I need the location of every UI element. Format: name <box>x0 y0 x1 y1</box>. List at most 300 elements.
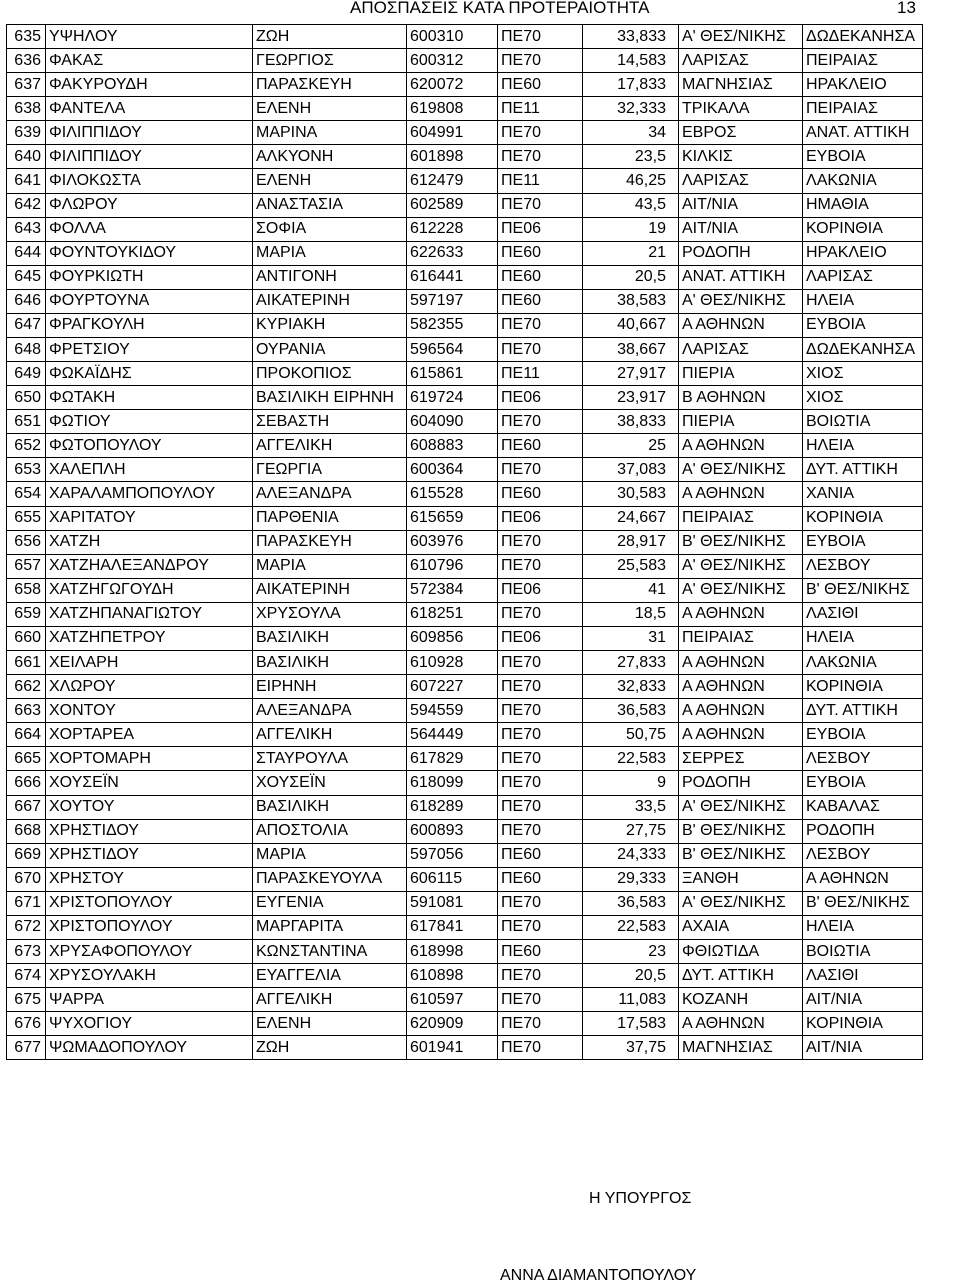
cell-score: 17,583 <box>583 1012 679 1036</box>
cell-surname: ΧΡΗΣΤΙΔΟΥ <box>46 843 253 867</box>
cell-origin-area: Α' ΘΕΣ/ΝΙΚΗΣ <box>679 891 803 915</box>
cell-row-number: 671 <box>7 891 46 915</box>
cell-surname: ΧΟΡΤΟΜΑΡΗ <box>46 747 253 771</box>
cell-row-number: 663 <box>7 699 46 723</box>
cell-score: 9 <box>583 771 679 795</box>
cell-destination-area: ΔΥΤ. ΑΤΤΙΚΗ <box>803 458 923 482</box>
cell-score: 24,667 <box>583 506 679 530</box>
cell-score: 25,583 <box>583 554 679 578</box>
table-row <box>7 434 923 458</box>
cell-row-number: 677 <box>7 1036 46 1060</box>
cell-destination-area: ΕΥΒΟΙΑ <box>803 313 923 337</box>
cell-destination-area: ΑΙΤ/ΝΙΑ <box>803 988 923 1012</box>
cell-score: 38,667 <box>583 338 679 362</box>
cell-registry-number: 600364 <box>407 458 498 482</box>
cell-registry-number: 608883 <box>407 434 498 458</box>
cell-first-name: ΠΑΡΑΣΚΕΥΗ <box>253 73 407 97</box>
cell-specialty: ΠΕ60 <box>498 434 583 458</box>
signature-name: ΑΝΝΑ ΔΙΑΜΑΝΤΟΠΟΥΛΟΥ <box>500 1267 697 1284</box>
cell-specialty: ΠΕ70 <box>498 554 583 578</box>
cell-specialty: ΠΕ70 <box>498 313 583 337</box>
cell-row-number: 652 <box>7 434 46 458</box>
cell-specialty: ΠΕ70 <box>498 193 583 217</box>
cell-destination-area: ΠΕΙΡΑΙΑΣ <box>803 49 923 73</box>
cell-registry-number: 609856 <box>407 626 498 650</box>
cell-registry-number: 572384 <box>407 578 498 602</box>
cell-specialty: ΠΕ60 <box>498 241 583 265</box>
cell-destination-area: ΚΟΡΙΝΘΙΑ <box>803 506 923 530</box>
cell-score: 22,583 <box>583 747 679 771</box>
cell-first-name: ΜΑΡΙΑ <box>253 843 407 867</box>
cell-registry-number: 600893 <box>407 819 498 843</box>
cell-surname: ΧΡΥΣΟΥΛΑΚΗ <box>46 964 253 988</box>
cell-registry-number: 615659 <box>407 506 498 530</box>
cell-specialty: ΠΕ06 <box>498 626 583 650</box>
cell-first-name: ΑΓΓΕΛΙΚΗ <box>253 988 407 1012</box>
table-body <box>7 25 923 1060</box>
cell-first-name: ΑΓΓΕΛΙΚΗ <box>253 723 407 747</box>
cell-origin-area: Β ΑΘΗΝΩΝ <box>679 386 803 410</box>
cell-origin-area: ΛΑΡΙΣΑΣ <box>679 338 803 362</box>
table-row <box>7 699 923 723</box>
cell-row-number: 673 <box>7 939 46 963</box>
cell-row-number: 643 <box>7 217 46 241</box>
table-row <box>7 506 923 530</box>
cell-destination-area: ΗΡΑΚΛΕΙΟ <box>803 241 923 265</box>
cell-origin-area: ΡΟΔΟΠΗ <box>679 241 803 265</box>
cell-destination-area: ΛΑΚΩΝΙΑ <box>803 169 923 193</box>
cell-surname: ΦΙΛΟΚΩΣΤΑ <box>46 169 253 193</box>
cell-surname: ΧΡΗΣΤΟΥ <box>46 867 253 891</box>
cell-destination-area: ΑΙΤ/ΝΙΑ <box>803 1036 923 1060</box>
table-row <box>7 482 923 506</box>
cell-origin-area: Α ΑΘΗΝΩΝ <box>679 482 803 506</box>
cell-destination-area: ΗΛΕΙΑ <box>803 915 923 939</box>
table-row <box>7 145 923 169</box>
cell-specialty: ΠΕ60 <box>498 843 583 867</box>
cell-destination-area: ΒΟΙΩΤΙΑ <box>803 939 923 963</box>
cell-origin-area: Α ΑΘΗΝΩΝ <box>679 675 803 699</box>
cell-origin-area: ΛΑΡΙΣΑΣ <box>679 169 803 193</box>
cell-destination-area: ΗΜΑΘΙΑ <box>803 193 923 217</box>
cell-row-number: 641 <box>7 169 46 193</box>
table-row <box>7 458 923 482</box>
cell-specialty: ΠΕ70 <box>498 338 583 362</box>
table-row <box>7 867 923 891</box>
cell-surname: ΧΑΤΖΗΓΩΓΟΥΔΗ <box>46 578 253 602</box>
cell-registry-number: 604991 <box>407 121 498 145</box>
cell-origin-area: ΑΙΤ/ΝΙΑ <box>679 193 803 217</box>
cell-score: 29,333 <box>583 867 679 891</box>
cell-origin-area: Α' ΘΕΣ/ΝΙΚΗΣ <box>679 554 803 578</box>
cell-score: 24,333 <box>583 843 679 867</box>
cell-origin-area: Α' ΘΕΣ/ΝΙΚΗΣ <box>679 25 803 49</box>
page-number: 13 <box>897 0 916 17</box>
cell-registry-number: 597056 <box>407 843 498 867</box>
cell-origin-area: ΑΙΤ/ΝΙΑ <box>679 217 803 241</box>
cell-score: 20,5 <box>583 964 679 988</box>
cell-row-number: 657 <box>7 554 46 578</box>
cell-origin-area: ΦΘΙΩΤΙΔΑ <box>679 939 803 963</box>
cell-origin-area: Β' ΘΕΣ/ΝΙΚΗΣ <box>679 843 803 867</box>
cell-specialty: ΠΕ70 <box>498 964 583 988</box>
cell-row-number: 659 <box>7 602 46 626</box>
cell-origin-area: Β' ΘΕΣ/ΝΙΚΗΣ <box>679 819 803 843</box>
cell-destination-area: ΧΑΝΙΑ <box>803 482 923 506</box>
cell-row-number: 660 <box>7 626 46 650</box>
cell-origin-area: ΚΟΖΑΝΗ <box>679 988 803 1012</box>
cell-first-name: ΒΑΣΙΛΙΚΗ ΕΙΡΗΝΗ <box>253 386 407 410</box>
cell-surname: ΥΨΗΛΟΥ <box>46 25 253 49</box>
table-row <box>7 265 923 289</box>
cell-surname: ΦΛΩΡΟΥ <box>46 193 253 217</box>
cell-score: 36,583 <box>583 891 679 915</box>
cell-registry-number: 616441 <box>407 265 498 289</box>
cell-surname: ΧΑΡΑΛΑΜΠΟΠΟΥΛΟΥ <box>46 482 253 506</box>
table-row <box>7 747 923 771</box>
cell-specialty: ΠΕ70 <box>498 1012 583 1036</box>
cell-first-name: ΓΕΩΡΓΙΑ <box>253 458 407 482</box>
cell-score: 36,583 <box>583 699 679 723</box>
cell-surname: ΨΩΜΑΔΟΠΟΥΛΟΥ <box>46 1036 253 1060</box>
cell-destination-area: ΕΥΒΟΙΑ <box>803 530 923 554</box>
cell-score: 20,5 <box>583 265 679 289</box>
cell-registry-number: 600310 <box>407 25 498 49</box>
cell-destination-area: ΕΥΒΟΙΑ <box>803 771 923 795</box>
cell-row-number: 658 <box>7 578 46 602</box>
cell-registry-number: 603976 <box>407 530 498 554</box>
cell-registry-number: 602589 <box>407 193 498 217</box>
cell-origin-area: Α' ΘΕΣ/ΝΙΚΗΣ <box>679 458 803 482</box>
cell-destination-area: ΧΙΟΣ <box>803 362 923 386</box>
cell-first-name: ΖΩΗ <box>253 25 407 49</box>
cell-surname: ΨΑΡΡΑ <box>46 988 253 1012</box>
cell-surname: ΧΟΥΤΟΥ <box>46 795 253 819</box>
cell-specialty: ΠΕ70 <box>498 25 583 49</box>
cell-registry-number: 612228 <box>407 217 498 241</box>
cell-score: 25 <box>583 434 679 458</box>
cell-specialty: ΠΕ70 <box>498 891 583 915</box>
cell-score: 27,833 <box>583 651 679 675</box>
cell-origin-area: ΑΝΑΤ. ΑΤΤΙΚΗ <box>679 265 803 289</box>
cell-specialty: ΠΕ70 <box>498 771 583 795</box>
cell-row-number: 669 <box>7 843 46 867</box>
cell-origin-area: Α' ΘΕΣ/ΝΙΚΗΣ <box>679 795 803 819</box>
cell-first-name: ΜΑΡΙΑ <box>253 241 407 265</box>
cell-first-name: ΠΑΡΑΣΚΕΥΗ <box>253 530 407 554</box>
cell-surname: ΧΑΤΖΗΑΛΕΞΑΝΔΡΟΥ <box>46 554 253 578</box>
cell-row-number: 635 <box>7 25 46 49</box>
cell-first-name: ΕΛΕΝΗ <box>253 169 407 193</box>
cell-specialty: ΠΕ06 <box>498 386 583 410</box>
cell-registry-number: 619724 <box>407 386 498 410</box>
table-row <box>7 1036 923 1060</box>
cell-destination-area: ΔΩΔΕΚΑΝΗΣΑ <box>803 25 923 49</box>
cell-destination-area: ΔΩΔΕΚΑΝΗΣΑ <box>803 338 923 362</box>
cell-first-name: ΠΑΡΑΣΚΕΥΟΥΛΑ <box>253 867 407 891</box>
cell-surname: ΧΡΗΣΤΙΔΟΥ <box>46 819 253 843</box>
cell-row-number: 665 <box>7 747 46 771</box>
cell-destination-area: ΛΕΣΒΟΥ <box>803 843 923 867</box>
cell-registry-number: 597197 <box>407 289 498 313</box>
cell-surname: ΦΙΛΙΠΠΙΔΟΥ <box>46 145 253 169</box>
cell-surname: ΧΟΥΣΕΪΝ <box>46 771 253 795</box>
cell-origin-area: ΛΑΡΙΣΑΣ <box>679 49 803 73</box>
cell-origin-area: Α ΑΘΗΝΩΝ <box>679 434 803 458</box>
cell-score: 37,75 <box>583 1036 679 1060</box>
cell-specialty: ΠΕ70 <box>498 458 583 482</box>
cell-specialty: ΠΕ70 <box>498 915 583 939</box>
cell-first-name: ΑΝΑΣΤΑΣΙΑ <box>253 193 407 217</box>
cell-row-number: 636 <box>7 49 46 73</box>
cell-row-number: 670 <box>7 867 46 891</box>
cell-row-number: 672 <box>7 915 46 939</box>
cell-row-number: 648 <box>7 338 46 362</box>
cell-row-number: 655 <box>7 506 46 530</box>
cell-surname: ΧΑΡΙΤΑΤΟΥ <box>46 506 253 530</box>
cell-specialty: ΠΕ70 <box>498 49 583 73</box>
cell-origin-area: Β' ΘΕΣ/ΝΙΚΗΣ <box>679 530 803 554</box>
cell-specialty: ΠΕ70 <box>498 747 583 771</box>
cell-row-number: 651 <box>7 410 46 434</box>
cell-first-name: ΑΛΕΞΑΝΔΡΑ <box>253 482 407 506</box>
cell-first-name: ΚΩΝΣΤΑΝΤΙΝΑ <box>253 939 407 963</box>
table-row <box>7 530 923 554</box>
cell-row-number: 650 <box>7 386 46 410</box>
cell-destination-area: ΛΑΣΙΘΙ <box>803 602 923 626</box>
cell-row-number: 668 <box>7 819 46 843</box>
cell-registry-number: 604090 <box>407 410 498 434</box>
cell-surname: ΦΙΛΙΠΠΙΔΟΥ <box>46 121 253 145</box>
cell-registry-number: 617829 <box>407 747 498 771</box>
cell-destination-area: ΚΟΡΙΝΘΙΑ <box>803 1012 923 1036</box>
cell-score: 41 <box>583 578 679 602</box>
cell-destination-area: ΚΟΡΙΝΘΙΑ <box>803 217 923 241</box>
table-row <box>7 169 923 193</box>
table-row <box>7 193 923 217</box>
cell-specialty: ΠΕ60 <box>498 867 583 891</box>
cell-registry-number: 600312 <box>407 49 498 73</box>
cell-registry-number: 607227 <box>407 675 498 699</box>
cell-score: 14,583 <box>583 49 679 73</box>
cell-registry-number: 618289 <box>407 795 498 819</box>
cell-specialty: ΠΕ60 <box>498 482 583 506</box>
cell-first-name: ΠΑΡΘΕΝΙΑ <box>253 506 407 530</box>
cell-first-name: ΕΛΕΝΗ <box>253 97 407 121</box>
cell-registry-number: 618099 <box>407 771 498 795</box>
cell-registry-number: 620909 <box>407 1012 498 1036</box>
cell-destination-area: ΡΟΔΟΠΗ <box>803 819 923 843</box>
cell-score: 32,833 <box>583 675 679 699</box>
cell-row-number: 654 <box>7 482 46 506</box>
table-row <box>7 217 923 241</box>
cell-origin-area: ΚΙΛΚΙΣ <box>679 145 803 169</box>
table-row <box>7 626 923 650</box>
cell-row-number: 644 <box>7 241 46 265</box>
cell-specialty: ΠΕ11 <box>498 169 583 193</box>
cell-score: 46,25 <box>583 169 679 193</box>
table-row <box>7 651 923 675</box>
cell-surname: ΦΩΚΑΪΔΗΣ <box>46 362 253 386</box>
cell-first-name: ΧΡΥΣΟΥΛΑ <box>253 602 407 626</box>
table-row <box>7 578 923 602</box>
cell-row-number: 662 <box>7 675 46 699</box>
cell-first-name: ΑΛΕΞΑΝΔΡΑ <box>253 699 407 723</box>
cell-origin-area: ΠΕΙΡΑΙΑΣ <box>679 506 803 530</box>
cell-score: 30,583 <box>583 482 679 506</box>
cell-first-name: ΒΑΣΙΛΙΚΗ <box>253 626 407 650</box>
cell-origin-area: ΞΑΝΘΗ <box>679 867 803 891</box>
cell-destination-area: ΚΑΒΑΛΑΣ <box>803 795 923 819</box>
cell-score: 27,75 <box>583 819 679 843</box>
cell-surname: ΧΡΙΣΤΟΠΟΥΛΟΥ <box>46 891 253 915</box>
cell-destination-area: ΗΛΕΙΑ <box>803 626 923 650</box>
cell-registry-number: 617841 <box>407 915 498 939</box>
cell-score: 27,917 <box>583 362 679 386</box>
cell-first-name: ΑΙΚΑΤΕΡΙΝΗ <box>253 578 407 602</box>
signature-title: Η ΥΠΟΥΡΓΟΣ <box>589 1190 692 1207</box>
cell-destination-area: ΠΕΙΡΑΙΑΣ <box>803 97 923 121</box>
table-row <box>7 313 923 337</box>
cell-score: 37,083 <box>583 458 679 482</box>
cell-score: 33,833 <box>583 25 679 49</box>
cell-first-name: ΖΩΗ <box>253 1036 407 1060</box>
cell-origin-area: Α ΑΘΗΝΩΝ <box>679 602 803 626</box>
table-row <box>7 25 923 49</box>
cell-row-number: 647 <box>7 313 46 337</box>
cell-surname: ΧΑΛΕΠΛΗ <box>46 458 253 482</box>
cell-destination-area: ΛΑΣΙΘΙ <box>803 964 923 988</box>
transfers-table <box>6 24 923 1060</box>
cell-first-name: ΓΕΩΡΓΙΟΣ <box>253 49 407 73</box>
cell-first-name: ΕΛΕΝΗ <box>253 1012 407 1036</box>
cell-destination-area: ΗΛΕΙΑ <box>803 434 923 458</box>
cell-registry-number: 622633 <box>407 241 498 265</box>
table-row <box>7 289 923 313</box>
cell-first-name: ΜΑΡΙΑ <box>253 554 407 578</box>
cell-specialty: ΠΕ70 <box>498 602 583 626</box>
cell-destination-area: ΒΟΙΩΤΙΑ <box>803 410 923 434</box>
cell-score: 31 <box>583 626 679 650</box>
cell-destination-area: ΗΡΑΚΛΕΙΟ <box>803 73 923 97</box>
table-row <box>7 723 923 747</box>
cell-surname: ΦΟΛΛΑ <box>46 217 253 241</box>
cell-origin-area: Α ΑΘΗΝΩΝ <box>679 1012 803 1036</box>
cell-specialty: ΠΕ06 <box>498 578 583 602</box>
cell-registry-number: 606115 <box>407 867 498 891</box>
cell-specialty: ΠΕ70 <box>498 723 583 747</box>
cell-specialty: ΠΕ70 <box>498 121 583 145</box>
cell-first-name: ΑΝΤΙΓΟΝΗ <box>253 265 407 289</box>
cell-destination-area: ΛΑΚΩΝΙΑ <box>803 651 923 675</box>
cell-surname: ΨΥΧΟΓΙΟΥ <box>46 1012 253 1036</box>
table-row <box>7 362 923 386</box>
cell-registry-number: 618251 <box>407 602 498 626</box>
cell-surname: ΧΑΤΖΗΠΕΤΡΟΥ <box>46 626 253 650</box>
table-row <box>7 97 923 121</box>
table-row <box>7 964 923 988</box>
cell-specialty: ΠΕ70 <box>498 530 583 554</box>
cell-first-name: ΒΑΣΙΛΙΚΗ <box>253 795 407 819</box>
cell-score: 43,5 <box>583 193 679 217</box>
cell-first-name: ΑΛΚΥΟΝΗ <box>253 145 407 169</box>
cell-specialty: ΠΕ60 <box>498 289 583 313</box>
cell-surname: ΦΩΤΟΠΟΥΛΟΥ <box>46 434 253 458</box>
cell-origin-area: Α ΑΘΗΝΩΝ <box>679 651 803 675</box>
cell-row-number: 675 <box>7 988 46 1012</box>
cell-surname: ΦΑΚΥΡΟΥΔΗ <box>46 73 253 97</box>
cell-registry-number: 610597 <box>407 988 498 1012</box>
cell-origin-area: ΣΕΡΡΕΣ <box>679 747 803 771</box>
cell-registry-number: 619808 <box>407 97 498 121</box>
cell-specialty: ΠΕ06 <box>498 506 583 530</box>
cell-registry-number: 615861 <box>407 362 498 386</box>
table-row <box>7 338 923 362</box>
cell-row-number: 653 <box>7 458 46 482</box>
cell-score: 28,917 <box>583 530 679 554</box>
cell-specialty: ΠΕ70 <box>498 675 583 699</box>
table-row <box>7 675 923 699</box>
table-row <box>7 939 923 963</box>
cell-first-name: ΧΟΥΣΕΪΝ <box>253 771 407 795</box>
cell-destination-area: ΧΙΟΣ <box>803 386 923 410</box>
cell-score: 34 <box>583 121 679 145</box>
cell-score: 38,833 <box>583 410 679 434</box>
cell-score: 23,5 <box>583 145 679 169</box>
cell-registry-number: 582355 <box>407 313 498 337</box>
cell-destination-area: ΕΥΒΟΙΑ <box>803 145 923 169</box>
cell-score: 17,833 <box>583 73 679 97</box>
cell-destination-area: ΛΑΡΙΣΑΣ <box>803 265 923 289</box>
cell-origin-area: ΜΑΓΝΗΣΙΑΣ <box>679 1036 803 1060</box>
cell-row-number: 642 <box>7 193 46 217</box>
cell-row-number: 646 <box>7 289 46 313</box>
cell-first-name: ΒΑΣΙΛΙΚΗ <box>253 651 407 675</box>
cell-registry-number: 591081 <box>407 891 498 915</box>
table-row <box>7 554 923 578</box>
cell-first-name: ΕΙΡΗΝΗ <box>253 675 407 699</box>
table-row <box>7 121 923 145</box>
cell-specialty: ΠΕ70 <box>498 988 583 1012</box>
cell-registry-number: 610928 <box>407 651 498 675</box>
table-row <box>7 73 923 97</box>
cell-first-name: ΕΥΑΓΓΕΛΙΑ <box>253 964 407 988</box>
cell-score: 11,083 <box>583 988 679 1012</box>
cell-score: 32,333 <box>583 97 679 121</box>
cell-surname: ΧΟΝΤΟΥ <box>46 699 253 723</box>
cell-row-number: 674 <box>7 964 46 988</box>
cell-origin-area: ΕΒΡΟΣ <box>679 121 803 145</box>
cell-first-name: ΚΥΡΙΑΚΗ <box>253 313 407 337</box>
cell-first-name: ΠΡΟΚΟΠΙΟΣ <box>253 362 407 386</box>
cell-first-name: ΜΑΡΙΝΑ <box>253 121 407 145</box>
cell-row-number: 666 <box>7 771 46 795</box>
cell-origin-area: Α ΑΘΗΝΩΝ <box>679 723 803 747</box>
cell-origin-area: ΠΙΕΡΙΑ <box>679 362 803 386</box>
cell-first-name: ΕΥΓΕΝΙΑ <box>253 891 407 915</box>
cell-destination-area: ΑΝΑΤ. ΑΤΤΙΚΗ <box>803 121 923 145</box>
cell-surname: ΦΑΚΑΣ <box>46 49 253 73</box>
document-title: ΑΠΟΣΠΑΣΕΙΣ ΚΑΤΑ ΠΡΟΤΕΡΑΙΟΤΗΤΑ <box>350 0 650 17</box>
cell-origin-area: ΑΧΑΙΑ <box>679 915 803 939</box>
table-row <box>7 410 923 434</box>
table-row <box>7 795 923 819</box>
cell-surname: ΦΑΝΤΕΛΑ <box>46 97 253 121</box>
cell-destination-area: ΕΥΒΟΙΑ <box>803 723 923 747</box>
cell-first-name: ΑΙΚΑΤΕΡΙΝΗ <box>253 289 407 313</box>
cell-surname: ΧΕΙΛΑΡΗ <box>46 651 253 675</box>
cell-first-name: ΣΕΒΑΣΤΗ <box>253 410 407 434</box>
